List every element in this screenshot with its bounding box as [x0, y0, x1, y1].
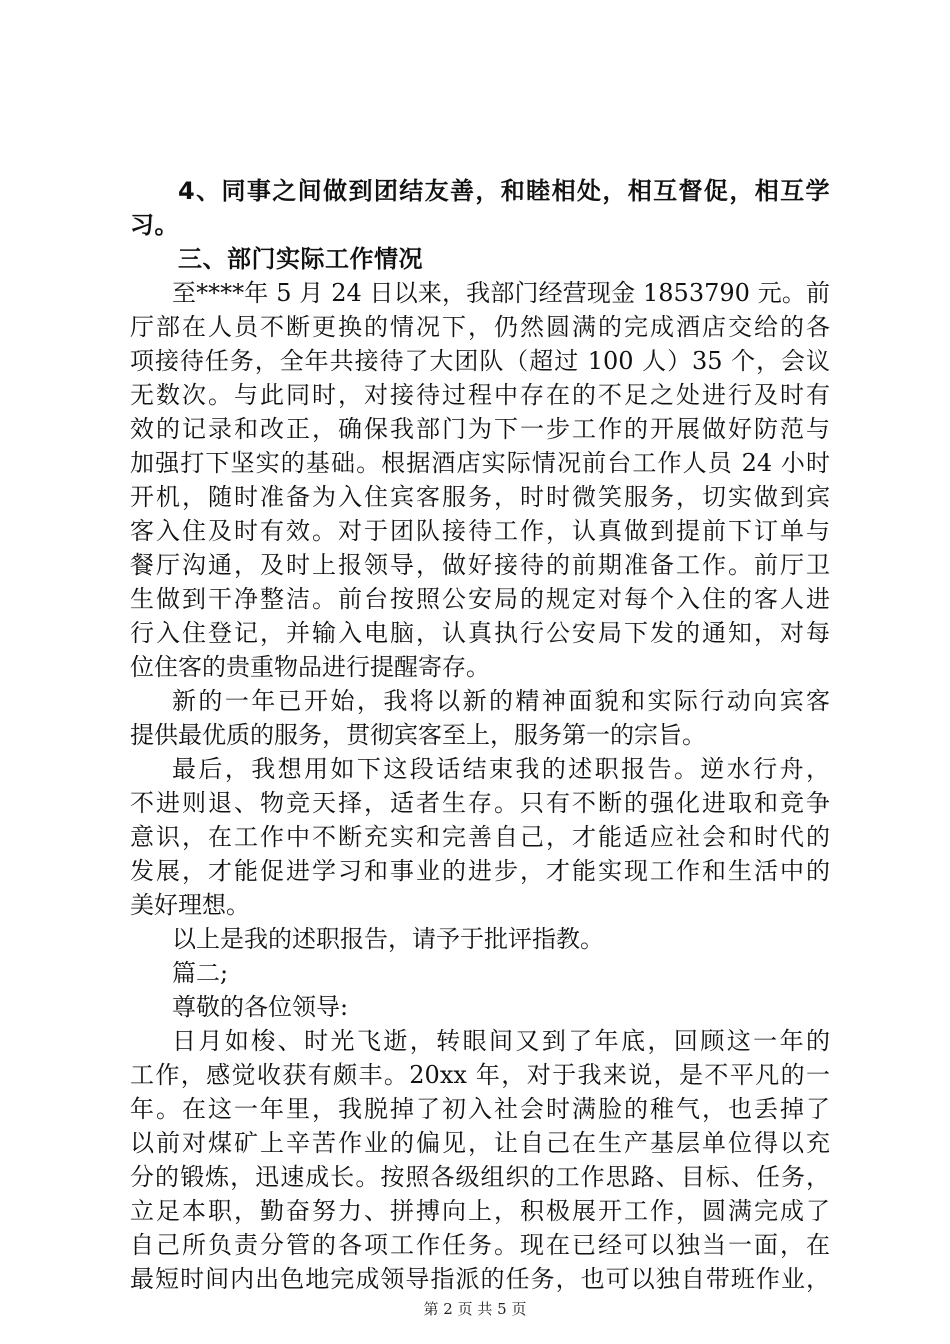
text-line: 行入住登记，并输入电脑，认真执行公安局下发的通知，对每 [130, 619, 830, 647]
text-line: 效的记录和改正，确保我部门为下一步工作的开展做好防范与 [130, 415, 830, 443]
text-line: 以前对煤矿上辛苦作业的偏见，让自己在生产基层单位得以充 [130, 1129, 830, 1157]
text-line: 自己所负责分管的各项工作任务。现在已经可以独当一面，在 [130, 1231, 830, 1259]
text-line: 美好理想。 [130, 891, 250, 919]
text-line: 位住客的贵重物品进行提醒寄存。 [130, 653, 490, 681]
text-line: 厅部在人员不断更换的情况下，仍然圆满的完成酒店交给的各 [130, 313, 830, 341]
text-line: 不进则退、物竞天择，适者生存。只有不断的强化进取和竞争 [130, 789, 830, 817]
section-heading: 三、部门实际工作情况 [178, 245, 423, 273]
text-line: 意识，在工作中不断充实和完善自己，才能适应社会和时代的 [130, 823, 830, 851]
text-line: 最后，我想用如下这段话结束我的述职报告。逆水行舟， [172, 755, 830, 783]
text-line: 分的锻炼，迅速成长。按照各级组织的工作思路、目标、任务， [130, 1163, 830, 1191]
text-line: 客入住及时有效。对于团队接待工作，认真做到提前下订单与 [130, 517, 830, 545]
text-line: 无数次。与此同时，对接待过程中存在的不足之处进行及时有 [130, 381, 830, 409]
text-line: 日月如梭、时光飞逝，转眼间又到了年底，回顾这一年的 [172, 1027, 830, 1055]
text-line: 习。 [130, 211, 179, 239]
text-line: 年。在这一年里，我脱掉了初入社会时满脸的稚气，也丢掉了 [130, 1095, 830, 1123]
text-line: 工作，感觉收获有颇丰。20xx 年，对于我来说，是不平凡的一 [130, 1061, 830, 1089]
text-line: 至****年 5 月 24 日以来，我部门经营现金 1853790 元。前 [172, 279, 830, 307]
section-heading: 篇二; [172, 959, 229, 987]
text-line: 4、同事之间做到团结友善，和睦相处，相互督促，相互学 [178, 177, 830, 205]
document-body [130, 174, 830, 1296]
text-line: 最短时间内出色地完成领导指派的任务，也可以独自带班作业， [130, 1265, 830, 1293]
text-line: 加强打下坚实的基础。根据酒店实际情况前台工作人员 24 小时 [130, 449, 830, 477]
salutation: 尊敬的各位领导: [172, 993, 349, 1021]
text-line: 餐厅沟通，及时上报领导，做好接待的前期准备工作。前厅卫 [130, 551, 830, 579]
text-line: 开机，随时准备为入住宾客服务，时时微笑服务，切实做到宾 [130, 483, 830, 511]
text-line: 立足本职，勤奋努力、拼搏向上，积极展开工作，圆满完成了 [130, 1197, 830, 1225]
text-line: 新的一年已开始，我将以新的精神面貌和实际行动向宾客 [172, 687, 830, 715]
text-line: 以上是我的述职报告，请予于批评指教。 [172, 925, 604, 953]
page-number-footer: 第 2 页 共 5 页 [423, 1300, 527, 1318]
text-line: 提供最优质的服务，贯彻宾客至上，服务第一的宗旨。 [130, 721, 706, 749]
text-line: 生做到干净整洁。前台按照公安局的规定对每个入住的客人进 [130, 585, 830, 613]
text-line: 项接待任务，全年共接待了大团队（超过 100 人）35 个，会议 [130, 347, 830, 375]
text-line: 发展，才能促进学习和事业的进步，才能实现工作和生活中的 [130, 857, 830, 885]
